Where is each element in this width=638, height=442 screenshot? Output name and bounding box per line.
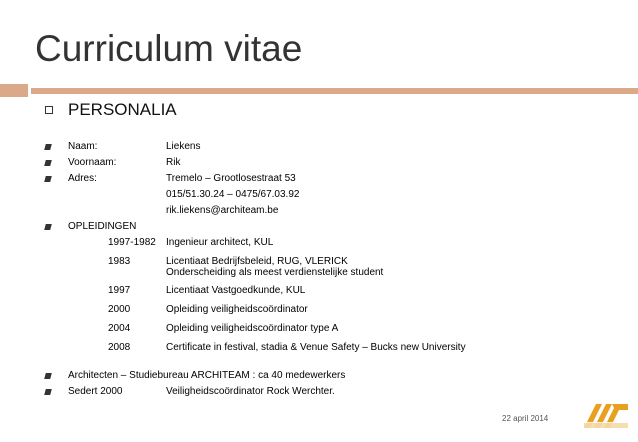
edu-desc: Opleiding veiligheidscoördinator type A bbox=[166, 323, 339, 334]
voornaam-value: Rik bbox=[166, 157, 181, 168]
work-line: Architecten – Studiebureau ARCHITEAM : ca 40 medewerkers bbox=[68, 370, 346, 381]
edu-year: 2000 bbox=[108, 304, 131, 315]
naam-value: Liekens bbox=[166, 141, 201, 152]
voornaam-label: Voornaam: bbox=[68, 157, 117, 168]
adres-label: Adres: bbox=[68, 173, 97, 184]
naam-label: Naam: bbox=[68, 141, 98, 152]
footer-date: 22 april 2014 bbox=[502, 414, 549, 423]
square-bullet-icon bbox=[45, 106, 53, 114]
section-heading: PERSONALIA bbox=[68, 100, 177, 119]
bullet-icon bbox=[44, 144, 52, 150]
bullet-icon bbox=[44, 176, 52, 182]
accent-bar bbox=[31, 88, 638, 94]
work-since-value: Veiligheidscoördinator Rock Werchter. bbox=[166, 386, 335, 397]
opleidingen-label: OPLEIDINGEN bbox=[68, 221, 137, 232]
edu-desc: Certificate in festival, stadia & Venue Safety – Bucks new University bbox=[166, 342, 466, 353]
edu-desc-2: Onderscheiding als meest verdienstelijke student bbox=[166, 267, 384, 278]
work-since-label: Sedert 2000 bbox=[68, 386, 123, 397]
edu-year: 1997 bbox=[108, 285, 131, 296]
edu-year: 2008 bbox=[108, 342, 131, 353]
edu-desc: Ingenieur architect, KUL bbox=[166, 237, 274, 248]
adres-value: Tremelo – Grootlosestraat 53 bbox=[166, 173, 296, 184]
email-value: rik.liekens@architeam.be bbox=[166, 205, 279, 216]
edu-year: 1983 bbox=[108, 256, 131, 267]
edu-desc: Licentiaat Vastgoedkunde, KUL bbox=[166, 285, 306, 296]
edu-desc: Opleiding veiligheidscoördinator bbox=[166, 304, 308, 315]
edu-year: 2004 bbox=[108, 323, 131, 334]
slide-title: Curriculum vitae bbox=[35, 28, 303, 69]
edu-year: 1997-1982 bbox=[108, 237, 156, 248]
bullet-icon bbox=[44, 389, 52, 395]
edu-desc: Licentiaat Bedrijfsbeleid, RUG, VLERICK bbox=[166, 256, 348, 267]
phone-value: 015/51.30.24 – 0475/67.03.92 bbox=[166, 189, 300, 200]
bullet-icon bbox=[44, 224, 52, 230]
bullet-icon bbox=[44, 160, 52, 166]
accent-bar-left bbox=[0, 84, 28, 97]
bullet-icon bbox=[44, 373, 52, 379]
company-logo-icon bbox=[582, 400, 630, 430]
